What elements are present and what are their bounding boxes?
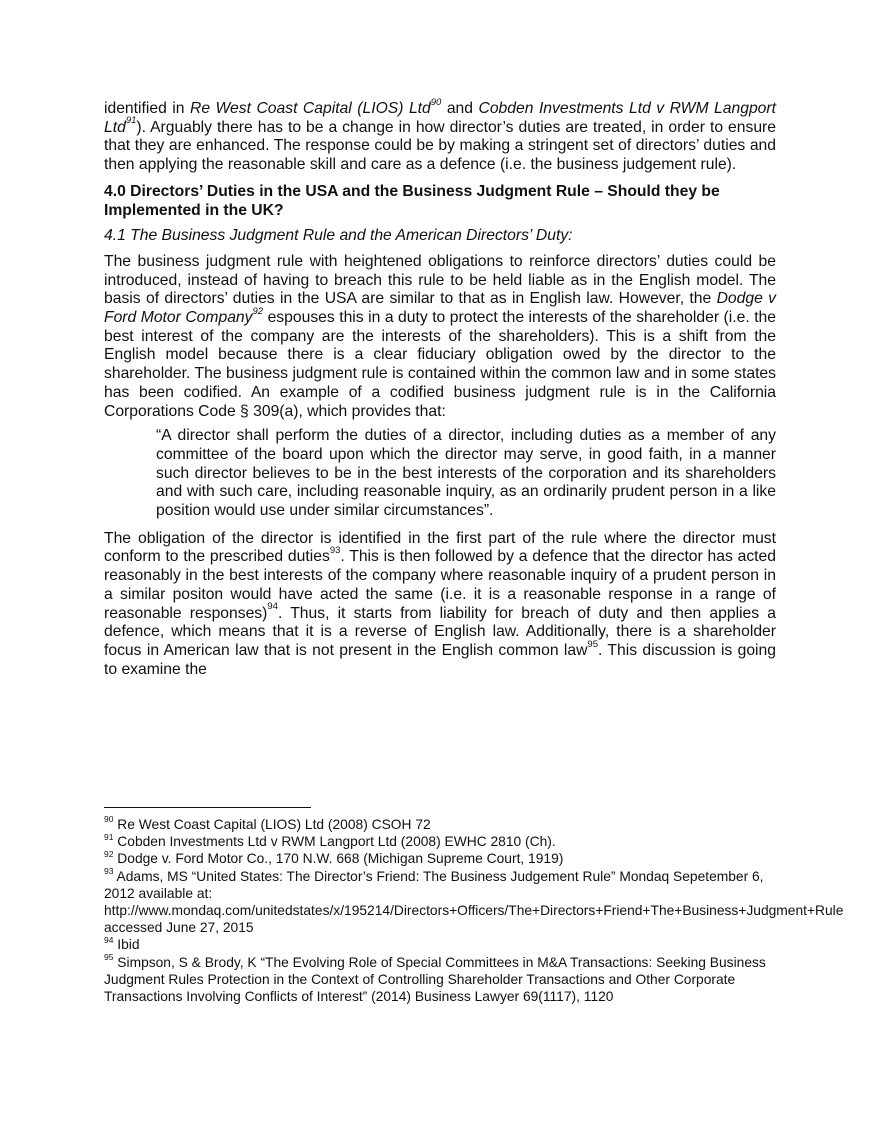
footnote-number: 92	[104, 848, 114, 859]
footnote-separator	[104, 807, 311, 808]
footnote-ref-95: 95	[587, 638, 598, 650]
footnote-text: Dodge v. Ford Motor Co., 170 N.W. 668 (Michigan Supreme Court, 1919)	[113, 851, 564, 867]
paragraph-obligation	[104, 530, 776, 680]
case-name: Re West Coast Capital (LIOS) Ltd	[189, 100, 431, 117]
section-heading: 4.0 Directors’ Duties in the USA and the Business Judgment Rule – Should they be Implemented in the UK?	[104, 182, 720, 219]
text-run: ). Arguably there has to be a change in how director’s duties are treated, in order to ensure that they are enhanced. The response could be by making a stringent set of directors’ duties and then applying the reasonable skill and care as a defence (i.e. the business judgement rule).	[104, 118, 776, 174]
footnote-text: Re West Coast Capital (LIOS) Ltd (2008) CSOH 72	[113, 817, 431, 832]
text-run: . Thus, it starts from liability for breach of duty and then applies a defence, which means that it is a reverse of English law. Additionally, there is a shareholder focus in American law that is not present in the English common law	[104, 604, 776, 659]
text-run: The obligation of the director is identified in the first part of the rule where the director must conform to the prescribed duties	[104, 529, 776, 566]
footnote-text: Simpson, S & Brody, K “The Evolving Role of Special Committees in M&A Transactions: Seeking Business Judgment Rules Protection in the Context of Controlling Shareholder Transactions and Other Corporate Transactions Involving Conflicts of Interest” (2014) Business Lawyer 69(1117), 1120	[104, 954, 766, 1005]
footnote	[104, 833, 784, 850]
footnote	[104, 866, 844, 937]
footnote-text: Cobden Investments Ltd v RWM Langport Ltd (2008) EWHC 2810 (Ch).	[113, 834, 556, 850]
footnote	[104, 850, 784, 867]
case-name: Cobden Investments Ltd v RWM Langport Ltd	[104, 100, 776, 136]
footnote	[104, 816, 784, 833]
footnote	[104, 936, 784, 953]
text-run: The business judgment rule with heightened obligations to reinforce directors’ duties could be introduced, instead of having to breach this rule to be held liable as in the English model. The basis of directors’ duties in the USA are similar to that as in English law. However, the	[104, 252, 776, 308]
footnote-number: 94	[104, 934, 114, 945]
text-run: . This discussion is going to examine the	[104, 641, 776, 678]
paragraph-intro	[104, 96, 776, 175]
footnote	[104, 954, 784, 1006]
text-run: . This is then followed by a defence that the director has acted reasonably in the best interests of the company where reasonable inquiry of a prudent person in a similar positon would have acted the same (i.e. it is a reasonable response in a range of reasonable responses)	[104, 548, 776, 622]
footnote-ref-93: 93	[329, 545, 341, 557]
block-quote: “A director shall perform the duties of a director, including duties as a member of any committee of the board upon which the director may serve, in good faith, in a manner such director believes to be in the best interests of the corporation and its shareholders and with such care, including reasonable inquiry, as an ordinarily prudent person in a like position would use under similar circumstances”.	[156, 427, 776, 520]
paragraph-business-judgment	[104, 253, 776, 421]
case-name: Dodge v Ford Motor Company	[104, 290, 776, 327]
footnote-ref-90: 90	[430, 96, 442, 108]
footnote-number: 93	[104, 866, 114, 877]
text-run: espouses this in a duty to protect the interests of the shareholder (i.e. the best interest of the company are the interests of the shareholders). This is a shift from the English model because there is a clear fiduciary obligation owed by the director to the shareholder. The business judgment rule is contained within the common law and in some states has been codified. An example of a codified business judgment rule is in the California Corporations Code § 309(a), which provides that:	[104, 309, 777, 420]
footnote-ref-92: 92	[252, 305, 264, 317]
footnote-text: Adams, MS “United States: The Director’s Friend: The Business Judgement Rule” Mondaq Sepetember 6, 2012 available at: http://www.mondaq.com/unitedstates/x/195214/Directors+Officers/The+Directors+Friend+The+Business+Judgment+Rule accessed June 27, 2015	[104, 868, 844, 936]
text-run: identified in	[104, 100, 190, 117]
footnote-ref-94: 94	[267, 601, 278, 613]
footnote-text: Ibid	[113, 937, 140, 953]
text-run: and	[441, 100, 479, 117]
footnote-number: 95	[104, 952, 114, 963]
footnote-number: 90	[104, 814, 114, 825]
footnotes	[104, 814, 844, 1005]
footnote-ref-91: 91	[125, 115, 137, 127]
subsection-heading: 4.1 The Business Judgment Rule and the American Directors’ Duty:	[104, 227, 573, 245]
document-body	[104, 96, 777, 679]
footnote-number: 91	[104, 831, 114, 842]
